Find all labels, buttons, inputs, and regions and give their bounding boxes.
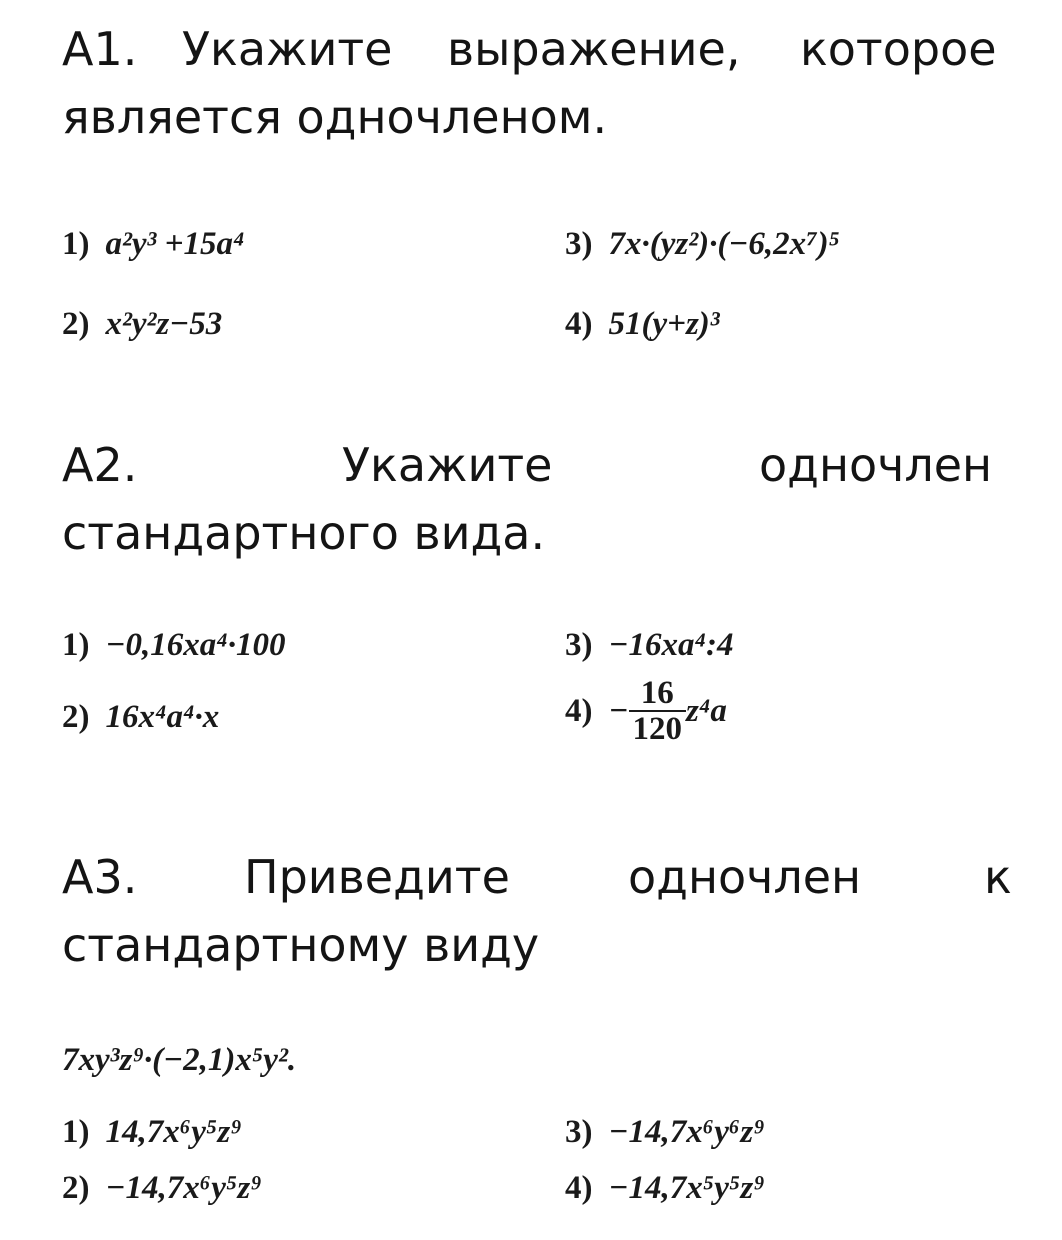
a3-option-4-expression: −14,7x⁵y⁵z⁹ bbox=[608, 1170, 765, 1206]
a2-option-2-expression: 16x⁴a⁴·x bbox=[105, 699, 220, 735]
a3-option-1-number: 1) bbox=[62, 1114, 90, 1150]
a2-option-4-numerator: 16 bbox=[629, 676, 687, 712]
question-a2-line1 bbox=[62, 440, 1062, 490]
a3-option-2 bbox=[62, 1168, 262, 1208]
a1-option-3-number: 3) bbox=[565, 226, 593, 262]
a2-option-1 bbox=[62, 625, 285, 665]
question-a1-line1 bbox=[62, 24, 1062, 74]
a2-option-1-number: 1) bbox=[62, 627, 90, 663]
a2-option-2-number: 2) bbox=[62, 699, 90, 735]
a3-option-3-number: 3) bbox=[565, 1114, 593, 1150]
question-a2-line2: стандартного вида. bbox=[62, 506, 546, 560]
question-a3-word-3: к bbox=[984, 850, 1012, 904]
a2-option-4-denominator: 120 bbox=[632, 711, 682, 747]
a2-option-3-expression: −16xa⁴:4 bbox=[608, 627, 734, 663]
a2-option-2 bbox=[62, 697, 219, 737]
a3-option-3 bbox=[565, 1112, 765, 1152]
a1-option-2-expression: x²y²z−53 bbox=[105, 306, 223, 342]
question-a3-line2: стандартному виду bbox=[62, 918, 540, 972]
a1-option-4-expression: 51(y+z)³ bbox=[608, 306, 720, 342]
a2-option-4-sign: − bbox=[608, 693, 629, 729]
a3-expression-text: 7xy³z⁹·(−2,1)x⁵y². bbox=[62, 1042, 297, 1078]
a3-option-3-expression: −14,7x⁶y⁶z⁹ bbox=[608, 1114, 765, 1150]
a1-option-1 bbox=[62, 224, 244, 264]
a1-option-4-number: 4) bbox=[565, 306, 593, 342]
a3-option-1 bbox=[62, 1112, 242, 1152]
a3-expression bbox=[62, 1040, 296, 1080]
a1-option-1-number: 1) bbox=[62, 226, 90, 262]
a1-option-1-expression: a²y³ +15a⁴ bbox=[105, 226, 245, 262]
a2-option-4-number: 4) bbox=[565, 693, 593, 729]
question-a1-word-1: Укажите bbox=[182, 22, 393, 76]
a1-option-3 bbox=[565, 224, 840, 264]
question-a2-word-2: одночлен bbox=[759, 438, 993, 492]
a1-option-2-number: 2) bbox=[62, 306, 90, 342]
a1-option-3-expression: 7x·(yz²)·(−6,2x⁷)⁵ bbox=[608, 226, 841, 262]
a1-option-4 bbox=[565, 304, 720, 344]
question-a3-line1 bbox=[62, 852, 1062, 902]
question-a3-word-1: Приведите bbox=[244, 850, 510, 904]
question-a3-word-2: одночлен bbox=[628, 850, 862, 904]
a3-option-2-expression: −14,7x⁶y⁵z⁹ bbox=[105, 1170, 262, 1206]
a3-option-4 bbox=[565, 1168, 765, 1208]
question-a2-number: А2. bbox=[62, 438, 138, 492]
a2-option-4-fraction bbox=[629, 676, 687, 746]
question-a1-number: А1. bbox=[62, 22, 138, 76]
question-a2-word-1: Укажите bbox=[342, 438, 553, 492]
a2-option-3-number: 3) bbox=[565, 627, 593, 663]
a1-option-2 bbox=[62, 304, 222, 344]
a3-option-1-expression: 14,7x⁶y⁵z⁹ bbox=[105, 1114, 242, 1150]
a2-option-1-expression: −0,16xa⁴·100 bbox=[105, 627, 286, 663]
question-a1-word-2: выражение, bbox=[447, 22, 741, 76]
a2-option-4 bbox=[565, 676, 727, 746]
a2-option-3 bbox=[565, 625, 733, 665]
a3-option-4-number: 4) bbox=[565, 1170, 593, 1206]
a3-option-2-number: 2) bbox=[62, 1170, 90, 1206]
question-a3-number: А3. bbox=[62, 850, 138, 904]
question-a1-line2: является одночленом. bbox=[62, 90, 608, 144]
question-a1-word-3: которое bbox=[800, 22, 997, 76]
a2-option-4-rest: z⁴a bbox=[686, 693, 727, 729]
